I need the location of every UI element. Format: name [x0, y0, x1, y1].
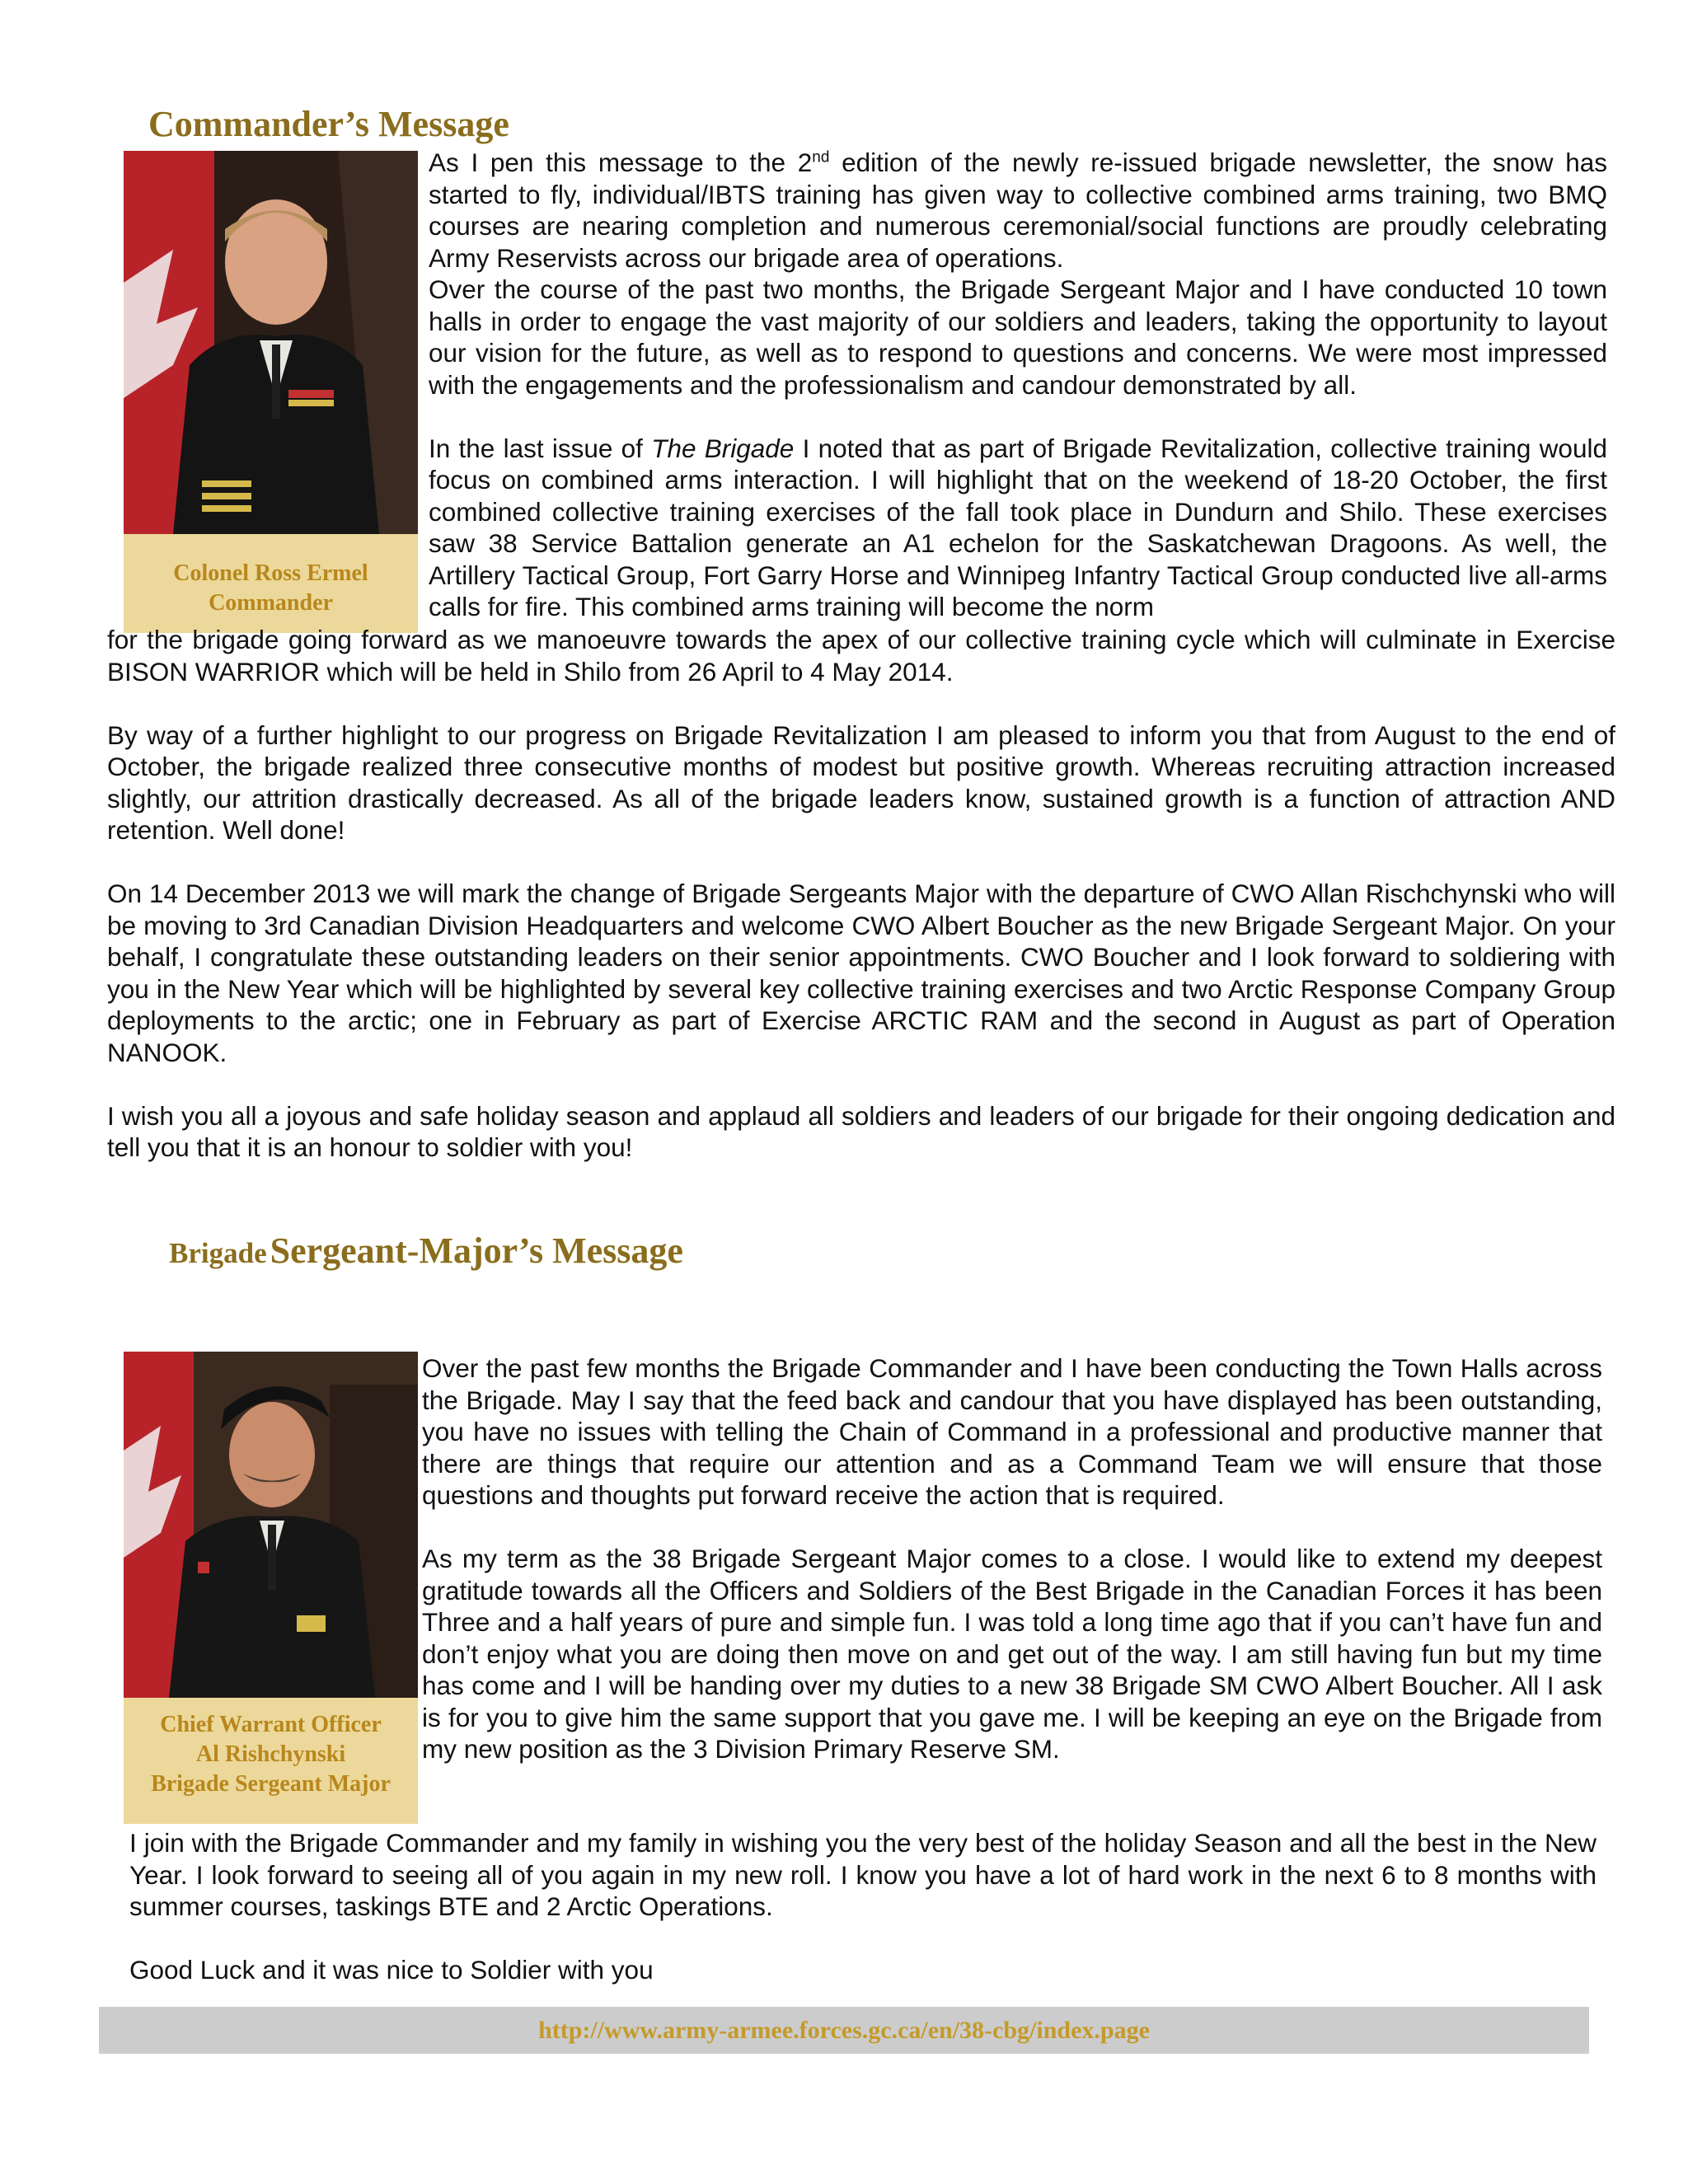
commander-title: Commander — [209, 590, 333, 616]
commander-name: Colonel Ross Ermel — [173, 560, 368, 586]
sergeant-major-text-full — [129, 1827, 1597, 1986]
sergeant-major-text-column — [422, 1352, 1602, 1765]
sergeant-major-rank: Chief Warrant Officer — [160, 1712, 382, 1737]
commander-growth-paragraph: By way of a further highlight to our progress on Brigade Revitalization I am pleased to inform you that from August to the end of October, the brigade realized three consecutive months of modest but positive growth. Whereas recruiting attraction increased slightly, our attrition drastically decreased. As all of the brigade leaders know, sustained growth is a function of attraction AND retention. Well done! — [107, 719, 1615, 845]
sergeant-major-photo — [124, 1352, 418, 1698]
commander-wish-paragraph: I wish you all a joyous and safe holiday season and applaud all soldiers and leaders of our brigade for their ongoing dedication and tell you that it is an honour to soldier with you! — [107, 1100, 1615, 1162]
commander-townhalls-paragraph: Over the course of the past two months, the Brigade Sergeant Major and I have conducted 10 town halls in order to engage the vast majority of our soldiers and leaders, taking the opportunity to layout our vision for the future, as well as to respond to questions and concerns. We were most impressed with the engagements and the professionalism and candour demonstrated by all. — [429, 274, 1607, 400]
sergeant-major-name: Al Rishchynski — [195, 1741, 346, 1767]
sergeant-major-heading: Brigade Sergeant-Major’s Message — [169, 1230, 683, 1271]
sergeant-major-title: Brigade Sergeant Major — [151, 1771, 391, 1797]
commander-change-paragraph: On 14 December 2013 we will mark the change of Brigade Sergeants Major with the departure of CWO Allan Rischchynski who will be moving to 3rd Canadian Division Headquarters and welcome CWO Albert Boucher as the new Brigade Sergeant Major. On your behalf, I congratulate these outstanding leaders on their senior appointments. CWO Boucher and I look forward to soldiering with you in the New Year which will be highlighted by several key collective training exercises and two Arctic Response Company Group deployments to the arctic; one in February as part of Exercise ARCTIC RAM and the second in August as part of Operation NANOOK. — [107, 879, 1615, 1067]
commander-intro-paragraph: As I pen this message to the 2nd edition of the newly re-issued brigade newsletter, the snow has started to fly, individual/IBTS training has given way to collective combined arms training, two BMQ courses are nearing completion and numerous ceremonial/social functions are proudly celebrating Army Reservists across our brigade area of operations. — [429, 148, 1608, 273]
commander-photo — [124, 151, 418, 534]
commander-text-column — [429, 147, 1607, 623]
sergeant-major-goodluck-paragraph: Good Luck and it was nice to Soldier with you — [129, 1955, 654, 1985]
commander-heading: Commander’s Message — [148, 104, 509, 144]
sergeant-major-caption — [124, 1698, 418, 1824]
commander-text-full — [107, 624, 1615, 1164]
sergeant-major-join-paragraph: I join with the Brigade Commander and my family in wishing you the very best of the holiday Season and all the best in the New Year. I look forward to seeing all of you again in my new roll. I know you have a lot of hard work in the next 6 to 8 months with summer courses, taskings BTE and 2 Arctic Operations. — [129, 1828, 1597, 1921]
commander-caption — [124, 534, 418, 633]
commander-issue-paragraph: In the last issue of The Brigade I noted that as part of Brigade Revitalization, collective training would focus on combined arms interaction. I will highlight that on the weekend of 18-20 October, the first combined collective training exercises of the fall took place in Dundurn and Shilo. These exercises saw 38 Service Battalion generate an A1 echelon for the Saskatchewan Dragoons. As well, the Artillery Tactical Group, Fort Garry Horse and Winnipeg Infantry Tactical Group conducted live all-arms calls for fire. This combined arms training will become the norm — [429, 433, 1607, 621]
sergeant-major-term-paragraph: As my term as the 38 Brigade Sergeant Major comes to a close. I would like to extend my deepest gratitude towards all the Officers and Soldiers of the Best Brigade in the Canadian Forces it has been Three and a half years of pure and simple fun. I was told a long time ago that if you can’t have fun and don’t enjoy what you are doing then move on and get out of the way. I am still having fun but my time has come and I will be handing over my duties to a new 38 Brigade SM CWO Albert Boucher. All I ask is for you to give him the same support that you gave me. I will be keeping an eye on the Brigade from my new position as the 3 Division Primary Reserve SM. — [422, 1544, 1602, 1764]
footer-url-link[interactable]: http://www.army-armee.forces.gc.ca/en/38-cbg/index.page — [538, 2017, 1150, 2044]
footer-bar — [99, 2007, 1589, 2054]
sergeant-major-townhalls-paragraph: Over the past few months the Brigade Commander and I have been conducting the Town Halls across the Brigade. May I say that the feed back and candour that you have displayed has been outstanding, you have no issues with telling the Chain of Command in a professional and productive manner that there are things that require our attention and as a Command Team we will ensure that those questions and thoughts put forward receive the action that is required. — [422, 1353, 1602, 1510]
commander-issue-continued: for the brigade going forward as we manoeuvre towards the apex of our collective training cycle which will culminate in Exercise BISON WARRIOR which will be held in Shilo from 26 April to 4 May 2014. — [107, 625, 1615, 687]
